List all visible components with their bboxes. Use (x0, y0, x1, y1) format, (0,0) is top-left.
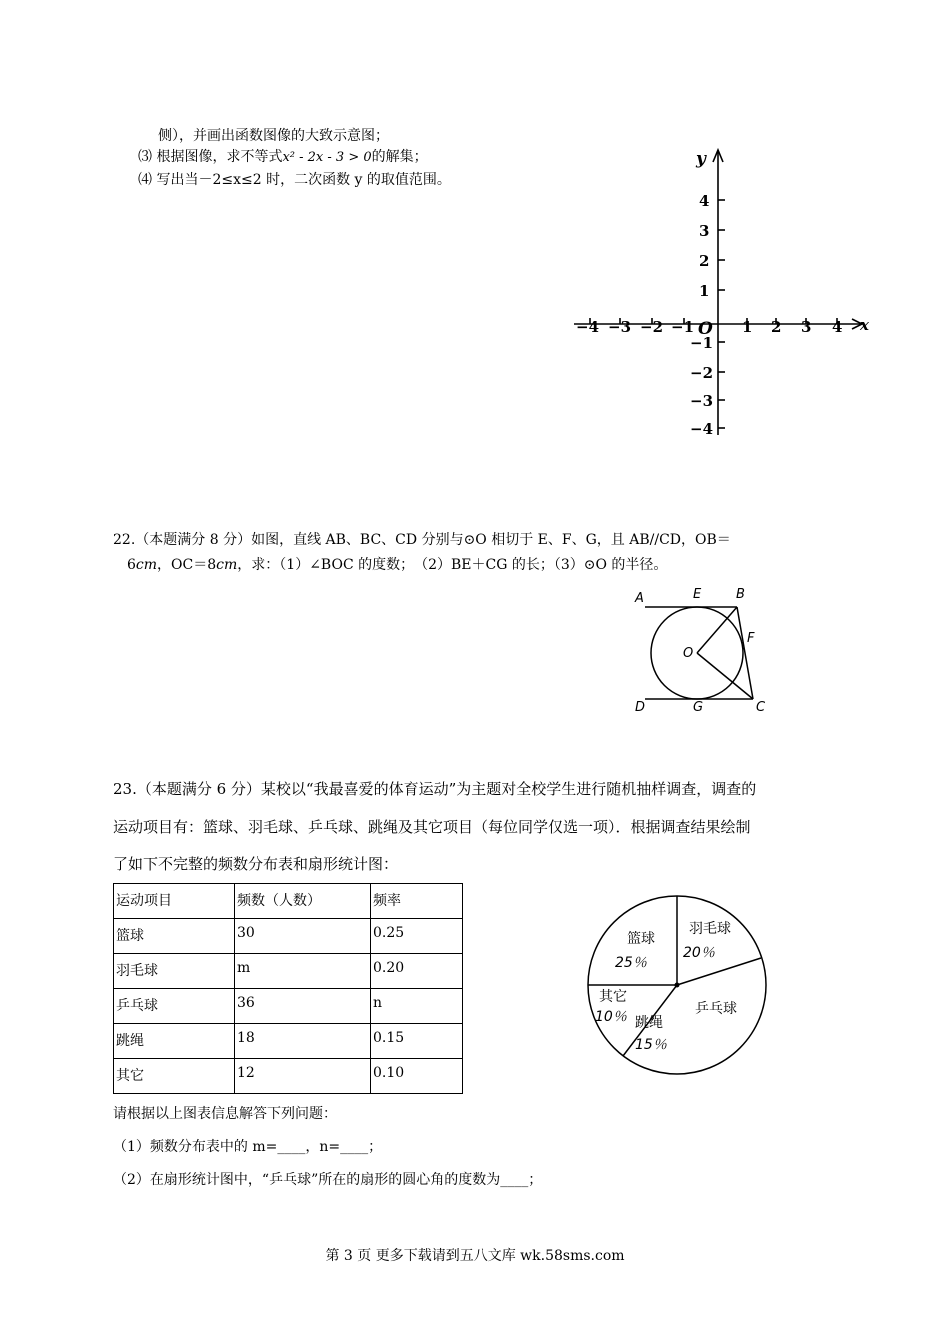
y-tick-neg3: −3 (690, 392, 714, 410)
pie-pct-other: 10％ (595, 1009, 627, 1025)
x-tick-3: 3 (801, 318, 812, 336)
table-header: 频率 (371, 884, 463, 919)
origin-label: O (698, 319, 713, 339)
table-header: 频数（人数） (235, 884, 371, 919)
q21-line3-suffix: 的解集； (371, 149, 428, 165)
table-cell: 12 (235, 1059, 371, 1094)
x-tick-neg4: −4 (576, 318, 600, 336)
x-tick-neg1: −1 (671, 318, 695, 336)
y-tick-neg1: −1 (690, 334, 714, 352)
segment-oc (697, 653, 753, 699)
q22-oc-text: ，OC＝8 (157, 557, 217, 573)
pie-label-badminton: 羽毛球 (689, 921, 731, 937)
y-axis-label: y (696, 149, 706, 169)
x-tick-4: 4 (832, 318, 843, 336)
table-cell: 乒乓球 (114, 989, 235, 1024)
pie-pct-basketball: 25％ (615, 955, 647, 971)
line-bc (737, 607, 753, 699)
q23-sub2: （2）在扇形统计图中，“乒乓球”所在的扇形的圆心角的度数为____； (113, 1172, 543, 1188)
pie-pct-rope: 15％ (635, 1037, 667, 1053)
y-tick-neg2: −2 (690, 364, 714, 382)
q22-line1: 22.（本题满分 8 分）如图，直线 AB、BC、CD 分别与⊙O 相切于 E、F、G，且 AB//CD，OB＝ (113, 532, 731, 548)
table-cell: m (235, 954, 371, 989)
point-f-label: F (747, 631, 755, 646)
table-row (114, 1059, 463, 1094)
frequency-table (113, 883, 463, 1094)
q23-line2: 运动项目有：篮球、羽毛球、乒乓球、跳绳及其它项目（每位同学仅选一项）．根据调查结果绘制 (113, 818, 751, 836)
segment-ob (697, 607, 737, 653)
point-a-label: A (635, 591, 644, 606)
table-row (114, 954, 463, 989)
inequality-formula: x² - 2x - 3 > 0 (282, 150, 372, 165)
table-header-row (114, 884, 463, 919)
point-b-label: B (736, 587, 745, 602)
point-g-label: G (693, 700, 704, 715)
table-cell: 羽毛球 (114, 954, 235, 989)
coordinate-graph (560, 140, 890, 450)
table-cell: 跳绳 (114, 1024, 235, 1059)
q22-unit-cm-2: cm (216, 557, 238, 573)
x-tick-neg2: −2 (640, 318, 664, 336)
x-tick-1: 1 (742, 318, 753, 336)
q23-line3: 了如下不完整的频数分布表和扇形统计图： (113, 855, 399, 873)
point-c-label: C (756, 700, 766, 715)
q22-line2 (127, 555, 667, 575)
q21-line0: 侧），并画出函数图像的大致示意图； (158, 128, 389, 144)
table-cell: 30 (235, 919, 371, 954)
q21-line4: ⑷ 写出当－2≤x≤2 时，二次函数 y 的取值范围。 (138, 172, 451, 188)
table-cell: 0.20 (371, 954, 463, 989)
pie-label-other: 其它 (599, 989, 627, 1005)
table-cell: 0.25 (371, 919, 463, 954)
x-axis-label: x (860, 316, 869, 334)
y-tick-1: 1 (699, 282, 710, 300)
y-tick-3: 3 (699, 222, 710, 240)
y-tick-4: 4 (699, 192, 710, 210)
x-tick-2: 2 (771, 318, 782, 336)
x-tick-neg3: −3 (608, 318, 632, 336)
tangent-circle-figure (625, 585, 785, 720)
pie-divider (677, 958, 761, 985)
table-cell: 18 (235, 1024, 371, 1059)
table-cell: 其它 (114, 1059, 235, 1094)
table-row (114, 919, 463, 954)
point-e-label: E (693, 587, 702, 602)
point-o-label: O (683, 646, 694, 661)
table-cell: 36 (235, 989, 371, 1024)
table-header: 运动项目 (114, 884, 235, 919)
q21-line3 (138, 147, 428, 168)
pie-center (675, 983, 680, 988)
point-d-label: D (635, 700, 646, 715)
pie-label-basketball: 篮球 (627, 931, 655, 947)
q23-line1: 23.（本题满分 6 分）某校以“我最喜爱的体育运动”为主题对全校学生进行随机抽样调查，调查的 (113, 780, 757, 798)
pie-chart (585, 893, 771, 1079)
table-cell: 篮球 (114, 919, 235, 954)
q22-questions: ，求：（1）∠BOC 的度数； （2）BE＋CG 的长；（3）⊙O 的半径。 (237, 557, 668, 573)
pie-pct-badminton: 20％ (683, 945, 715, 961)
table-row (114, 1024, 463, 1059)
q23-after-table: 请根据以上图表信息解答下列问题： (113, 1106, 337, 1122)
q21-line3-prefix: ⑶ 根据图像，求不等式 (138, 149, 283, 165)
page-footer: 第 3 页 更多下载请到五八文库 wk.58sms.com (325, 1248, 625, 1264)
q22-ob-value: 6 (127, 557, 136, 573)
table-cell: n (371, 989, 463, 1024)
q22-unit-cm-1: cm (135, 557, 158, 573)
q23-sub1: （1）频数分布表中的 m=____，n=____； (113, 1139, 383, 1155)
table-row (114, 989, 463, 1024)
y-tick-neg4: −4 (690, 420, 714, 438)
pie-label-pingpong: 乒乓球 (695, 1001, 737, 1017)
table-cell: 0.15 (371, 1024, 463, 1059)
pie-label-rope: 跳绳 (635, 1015, 663, 1031)
table-cell: 0.10 (371, 1059, 463, 1094)
y-tick-2: 2 (699, 252, 710, 270)
